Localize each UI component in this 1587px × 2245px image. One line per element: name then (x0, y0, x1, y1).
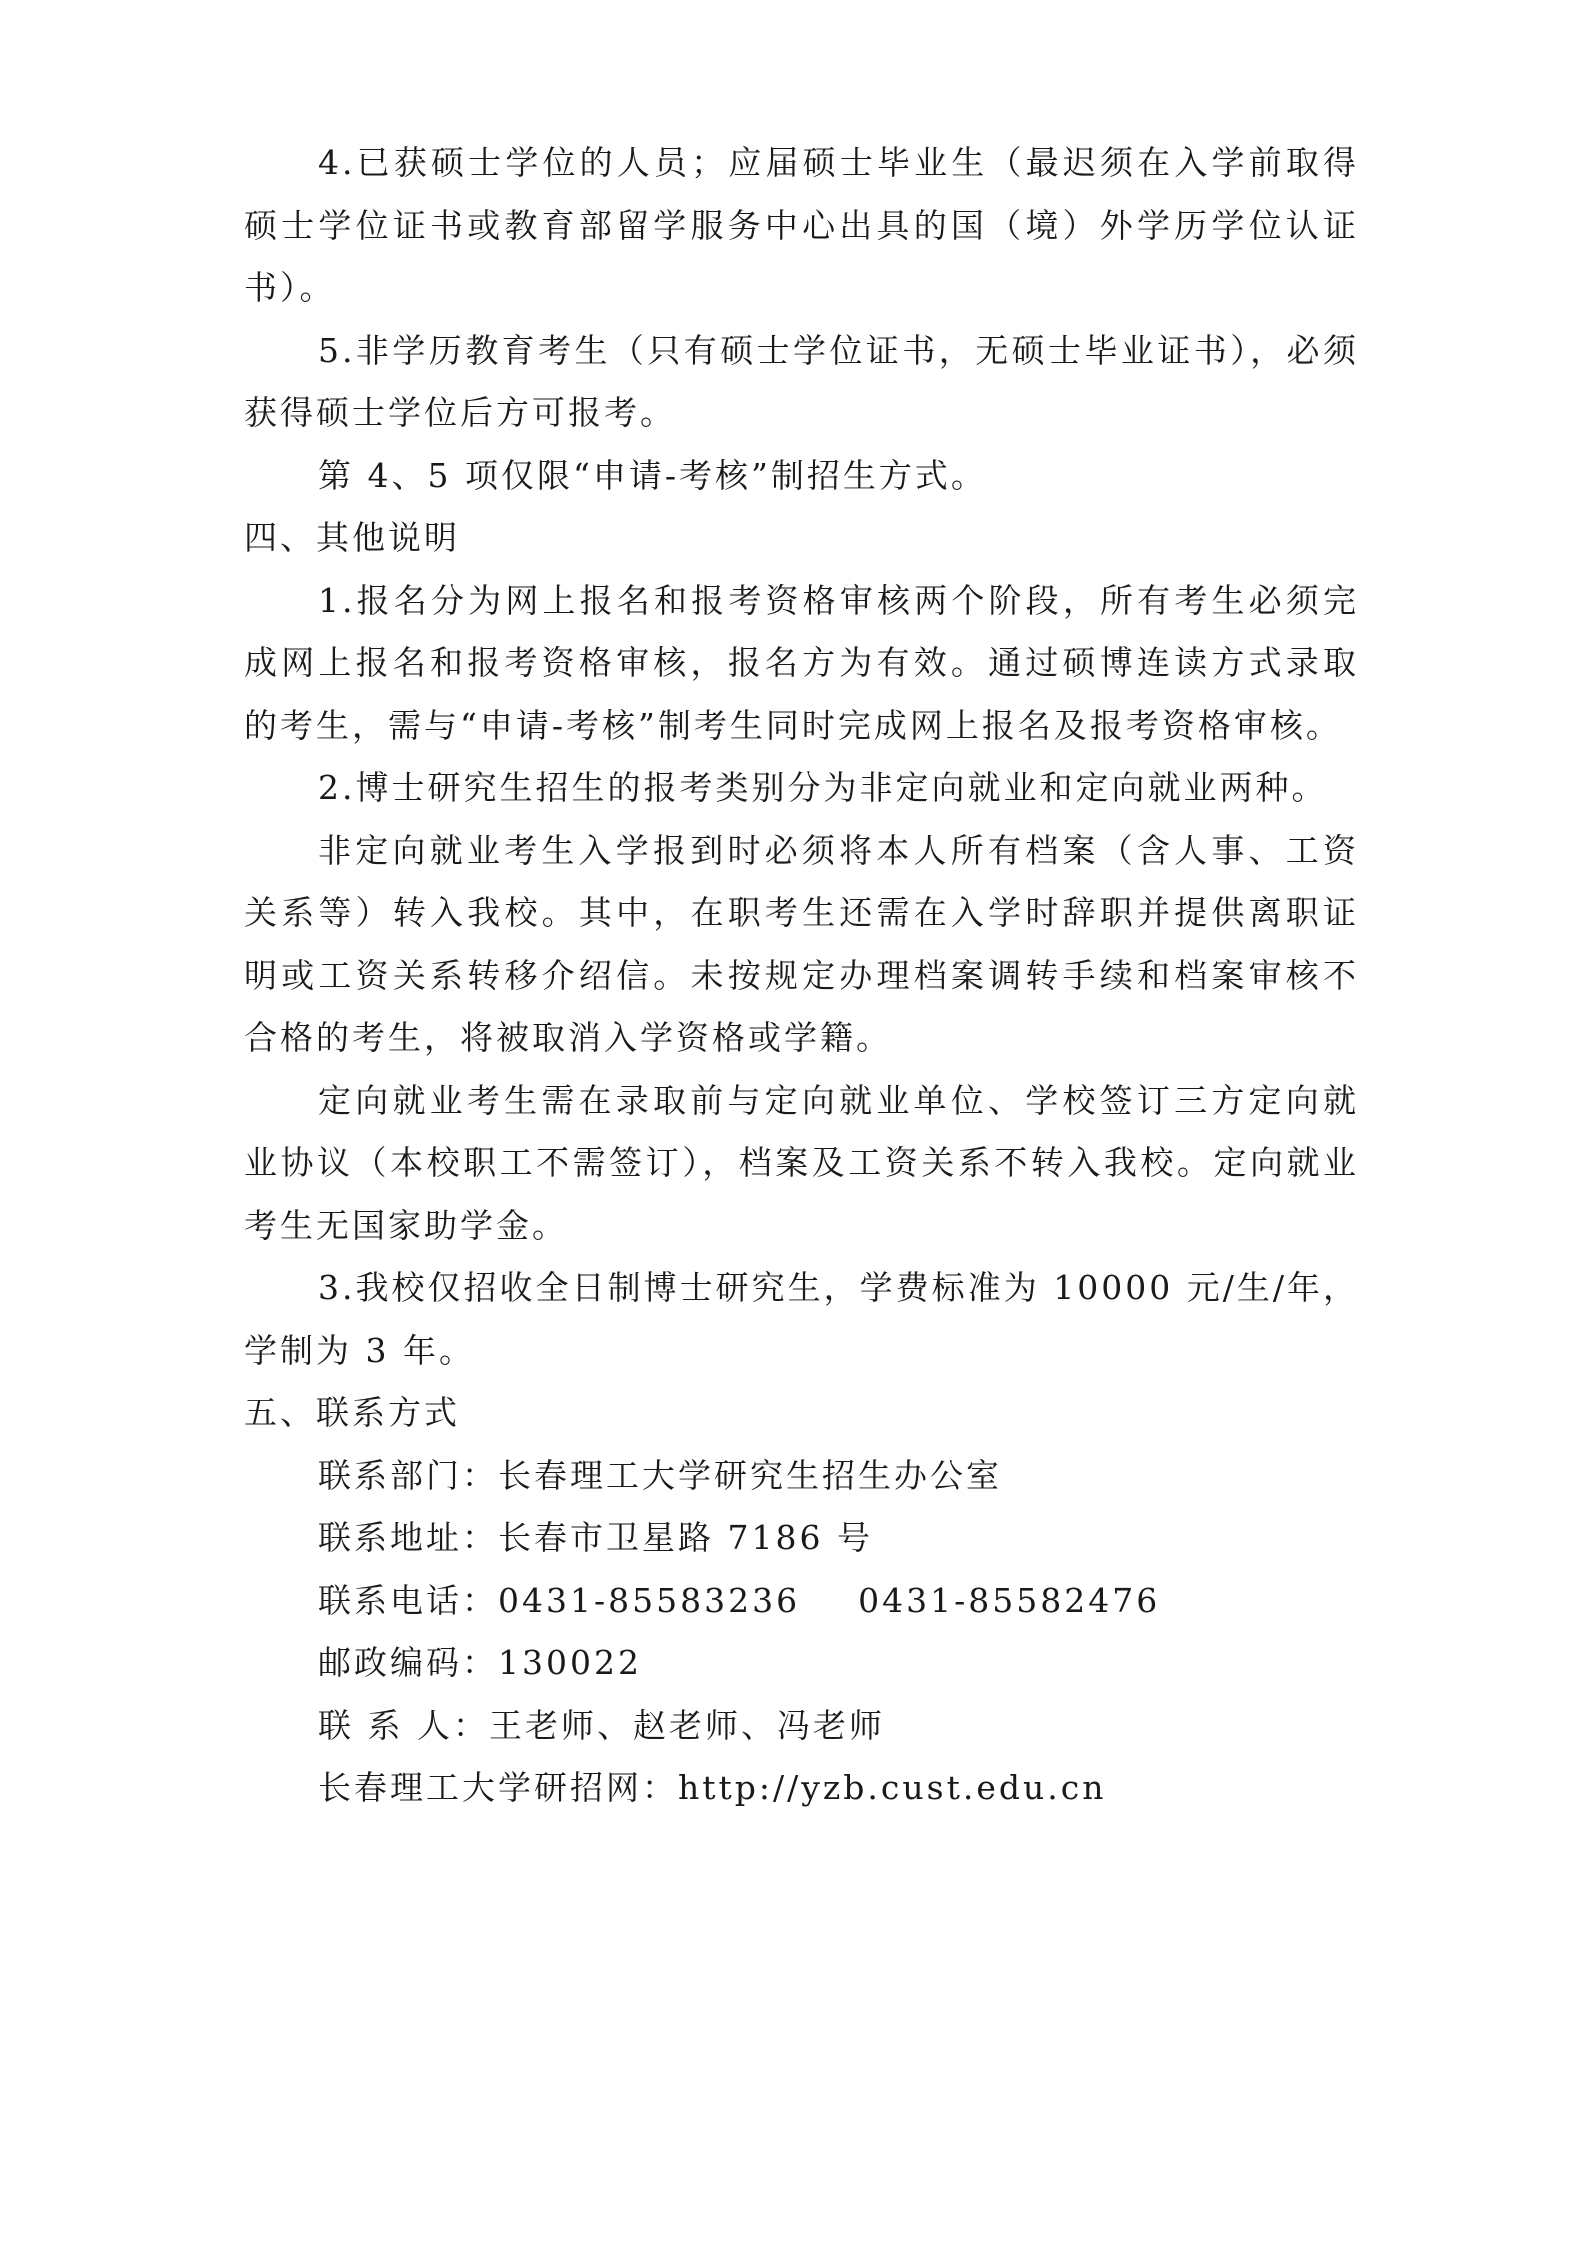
contact-phone (244, 1570, 1359, 1633)
section-5-heading: 五、联系方式 (244, 1393, 460, 1432)
directed-paragraph: 定向就业考生需在录取前与定向就业单位、学校签订三方定向就业协议（本校职工不需签订），档案及工资关系不转入我校。定向就业考生无国家助学金。 (244, 1080, 1359, 1245)
contact-phone-2: 0431-85582476 (858, 1580, 1161, 1620)
contact-department: 联系部门：长春理工大学研究生招生办公室 (318, 1455, 1002, 1495)
tuition-paragraph: 3.我校仅招收全日制博士研究生，学费标准为 10000 元/生/年，学制为 3 年。 (244, 1268, 1359, 1370)
section-4-heading: 四、其他说明 (244, 518, 460, 557)
contact-phone-1: 0431-85583236 (498, 1580, 801, 1620)
contact-website: 长春理工大学研招网：http://yzb.cust.edu.cn (318, 1768, 1107, 1807)
item-5-paragraph: 5.非学历教育考生（只有硕士学位证书，无硕士毕业证书），必须获得硕士学位后方可报考。 (244, 330, 1359, 432)
document-body (244, 132, 1359, 1820)
application-category-paragraph: 2.博士研究生招生的报考类别分为非定向就业和定向就业两种。 (318, 768, 1328, 807)
contact-phone-label: 联系电话： (318, 1580, 498, 1620)
contact-person: 联 系 人：王老师、赵老师、冯老师 (318, 1705, 885, 1745)
items-4-5-note: 第 4、5 项仅限“申请-考核”制招生方式。 (318, 455, 987, 495)
registration-paragraph: 1.报名分为网上报名和报考资格审核两个阶段，所有考生必须完成网上报名和报考资格审核，报名方为有效。通过硕博连读方式录取的考生，需与“申请-考核”制考生同时完成网上报名及报考资格审核。 (244, 580, 1359, 745)
contact-address: 联系地址：长春市卫星路 7186 号 (318, 1518, 873, 1557)
item-4-paragraph: 4.已获硕士学位的人员；应届硕士毕业生（最迟须在入学前取得硕士学位证书或教育部留学服务中心出具的国（境）外学历学位认证书）。 (244, 143, 1359, 307)
contact-postcode: 邮政编码：130022 (318, 1643, 642, 1682)
non-directed-paragraph: 非定向就业考生入学报到时必须将本人所有档案（含人事、工资关系等）转入我校。其中，在职考生还需在入学时辞职并提供离职证明或工资关系转移介绍信。未按规定办理档案调转手续和档案审核不合格的考生，将被取消入学资格或学籍。 (244, 830, 1359, 1057)
